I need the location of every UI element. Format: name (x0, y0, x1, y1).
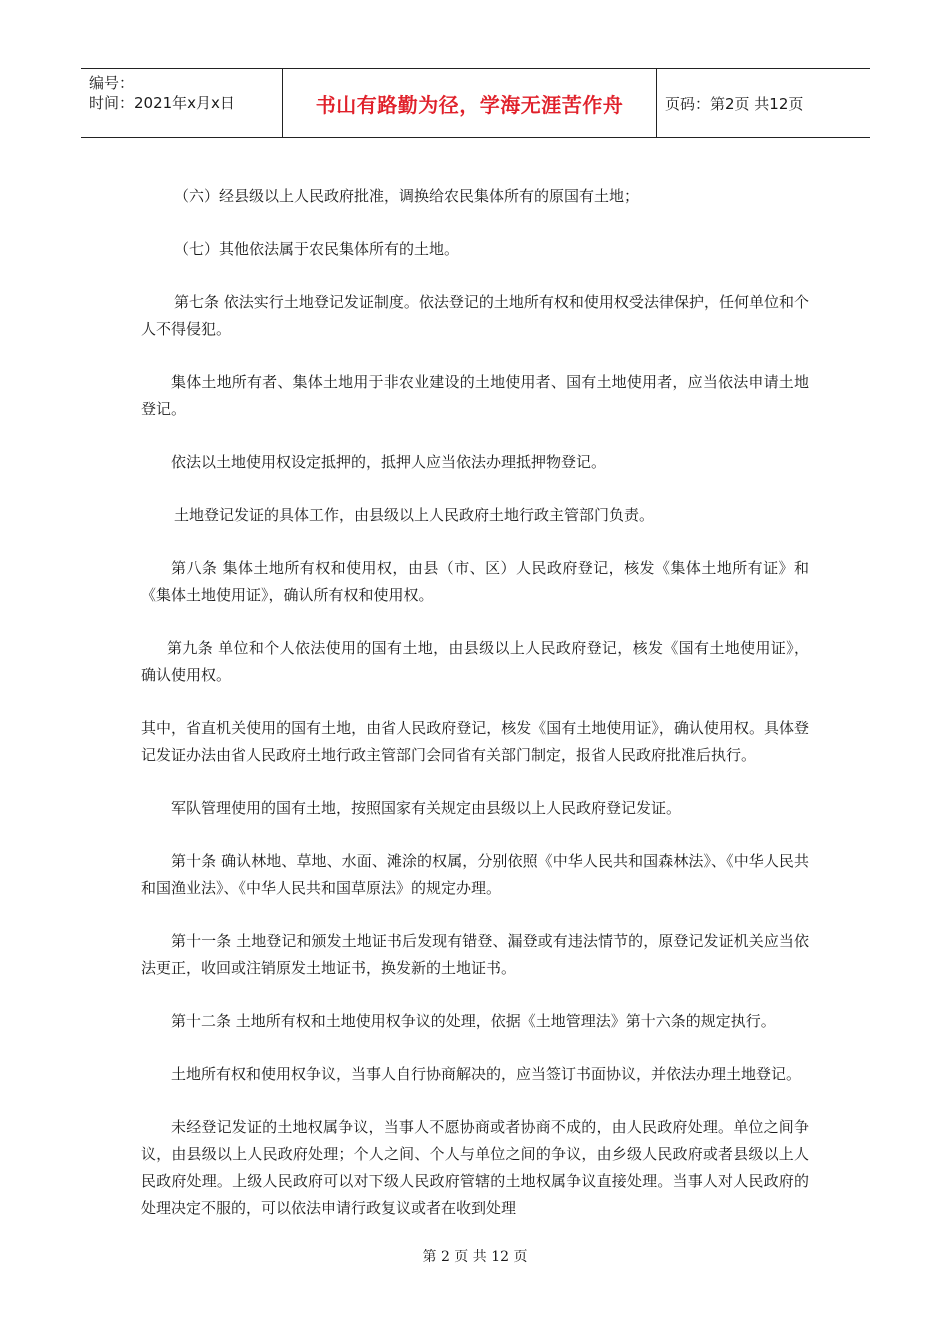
paragraph-article-12: 第十二条 土地所有权和土地使用权争议的处理，依据《土地管理法》第十六条的规定执行。 (171, 1012, 776, 1030)
paragraph-article-9: 第九条 单位和个人依法使用的国有土地，由县级以上人民政府登记，核发《国有土地使用证》，确认使用权。 (141, 639, 809, 684)
header-motto-cell (283, 69, 657, 137)
paragraph-15: 未经登记发证的土地权属争议，当事人不愿协商或者协商不成的，由人民政府处理。单位之间争议，由县级以上人民政府处理；个人之间、个人与单位之间的争议，由乡级人民政府或者县级以上人民政府处理。上级人民政府可以对下级人民政府管辖的土地权属争议直接处理。当事人对人民政府的处理决定不服的，可以依法申请行政复议或者在收到处理 (141, 1118, 809, 1217)
paragraph-article-8: 第八条 集体土地所有权和使用权，由县（市、区）人民政府登记，核发《集体土地所有证》和《集体土地使用证》，确认所有权和使用权。 (141, 559, 809, 604)
paragraph-article-7: 第七条 依法实行土地登记发证制度。依法登记的土地所有权和使用权受法律保护，任何单位和个人不得侵犯。 (141, 293, 809, 338)
header-motto: 书山有路勤为径，学海无涯苦作舟 (315, 92, 624, 117)
paragraph-14: 土地所有权和使用权争议，当事人自行协商解决的，应当签订书面协议，并依法办理土地登记。 (171, 1065, 802, 1083)
document-body (141, 183, 809, 1248)
paragraph-1: （六）经县级以上人民政府批准，调换给农民集体所有的原国有土地； (174, 187, 640, 205)
header-meta (81, 69, 283, 137)
paragraph-2: （七）其他依法属于农民集体所有的土地。 (174, 240, 460, 258)
paragraph-article-11: 第十一条 土地登记和颁发土地证书后发现有错登、漏登或有违法情节的，原登记发证机关应当依法更正，收回或注销原发土地证书，换发新的土地证书。 (141, 932, 809, 977)
header-number-label: 编号： (89, 74, 135, 92)
paragraph-article-10: 第十条 确认林地、草地、水面、滩涂的权属，分别依照《中华人民共和国森林法》、《中华人民共和国渔业法》、《中华人民共和国草原法》的规定办理。 (141, 852, 809, 897)
paragraph-6: 土地登记发证的具体工作，由县级以上人民政府土地行政主管部门负责。 (174, 506, 655, 524)
page-footer: 第 2 页 共 12 页 (422, 1249, 528, 1265)
paragraph-10: 军队管理使用的国有土地，按照国家有关规定由县级以上人民政府登记发证。 (171, 799, 682, 817)
page-header (81, 68, 870, 138)
header-page-info: 页码：第2页 共12页 (665, 94, 804, 113)
paragraph-5: 依法以土地使用权设定抵押的，抵押人应当依法办理抵押物登记。 (171, 453, 607, 471)
header-time-label: 时间：2021年x月x日 (89, 94, 235, 112)
paragraph-4: 集体土地所有者、集体土地用于非农业建设的土地使用者、国有土地使用者，应当依法申请土地登记。 (141, 373, 809, 418)
header-page-info-cell (657, 69, 870, 137)
paragraph-9: 其中，省直机关使用的国有土地，由省人民政府登记，核发《国有土地使用证》，确认使用权。具体登记发证办法由省人民政府土地行政主管部门会同省有关部门制定，报省人民政府批准后执行。 (141, 719, 809, 764)
